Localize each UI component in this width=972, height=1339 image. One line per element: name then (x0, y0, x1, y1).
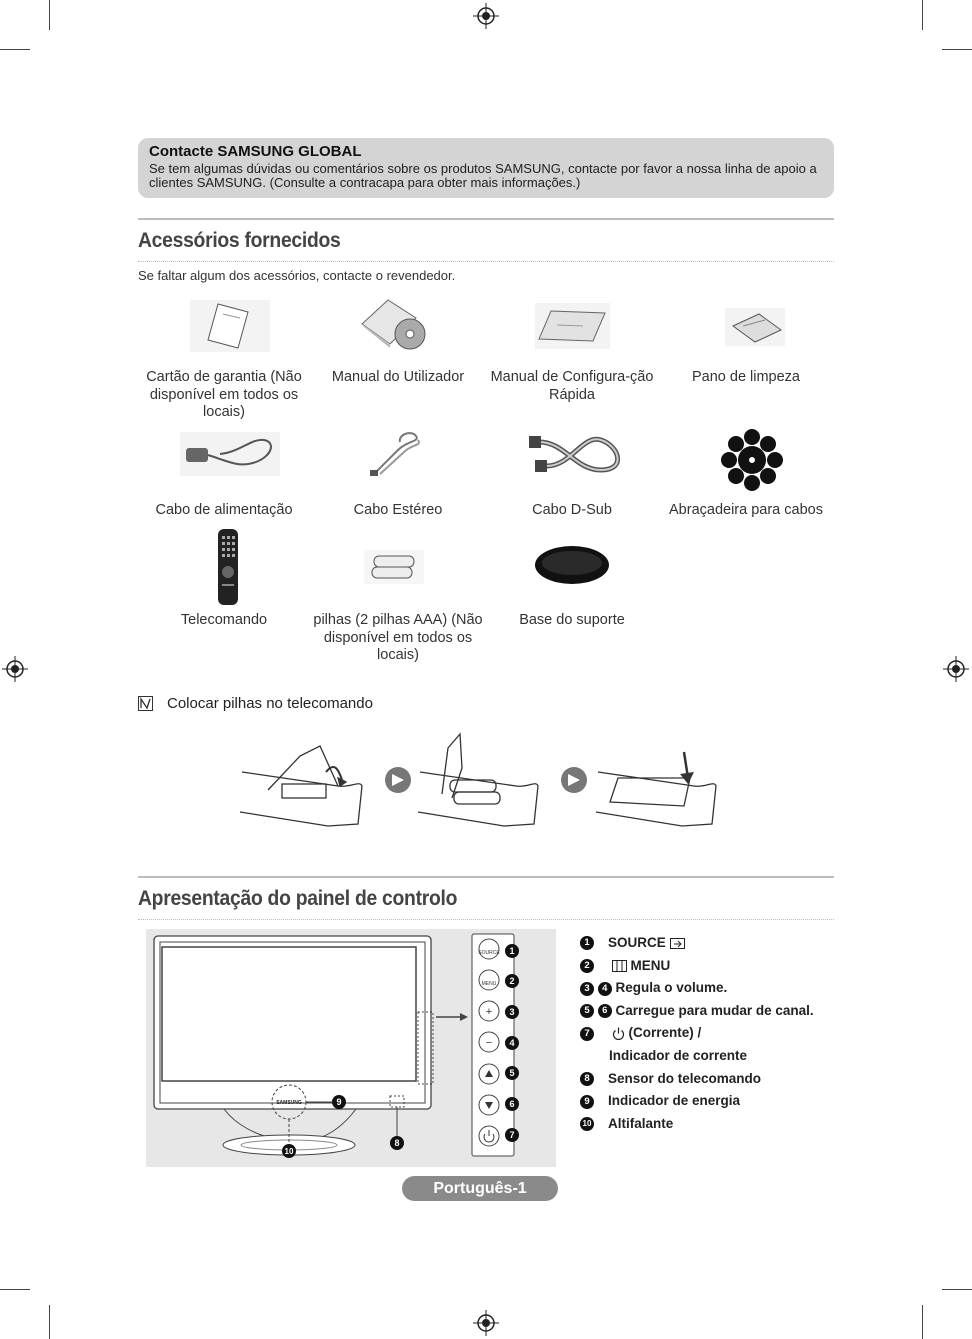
svg-text:8: 8 (394, 1138, 400, 1148)
contact-box (138, 138, 834, 198)
legend-item-power-indicator: Indicador de corrente (609, 1047, 748, 1063)
crop-mark (922, 1305, 923, 1339)
legend-item-channel: 5 6 Carregue para mudar de canal. (580, 1000, 840, 1023)
section-divider (138, 218, 834, 220)
contact-text: Se tem algumas dúvidas ou comentários sobre os produtos SAMSUNG, contacte por favor a nossa linha de apoio a clientes SAMSUNG. (Consulte a contracapa para obter mais informações.) (149, 161, 817, 190)
menu-button-label: MENU (481, 981, 497, 987)
crop-mark (922, 0, 923, 30)
contact-title: Contacte SAMSUNG GLOBAL (149, 143, 362, 160)
legend-item-volume: 3 4 Regula o volume. (580, 977, 840, 1000)
battery-insertion-diagram (238, 728, 718, 838)
dotted-divider (138, 919, 834, 920)
stereo-cable-icon (368, 430, 424, 478)
svg-text:−: − (485, 1037, 493, 1049)
dotted-divider (138, 261, 834, 262)
svg-text:7: 7 (509, 1130, 515, 1140)
legend-item-source: 1 SOURCE (580, 932, 840, 955)
control-panel-legend (580, 932, 840, 1135)
page-number-label: Português-1 (402, 1176, 558, 1201)
legend-item-speaker: 10 Altifalante (580, 1113, 840, 1136)
dsub-cable-icon (525, 430, 621, 478)
svg-text:2: 2 (509, 976, 515, 986)
svg-text:+: + (485, 1006, 493, 1018)
power-icon (612, 1027, 625, 1040)
cleaning-cloth-icon (725, 308, 785, 346)
svg-text:5: 5 (509, 1068, 515, 1078)
menu-icon (612, 960, 627, 972)
remote-control-icon (216, 528, 240, 606)
accessory-label: pilhas (2 pilhas AAA) (Não disponível em todos os locais) (313, 612, 483, 663)
registration-mark-icon (2, 656, 28, 682)
svg-text:10: 10 (284, 1147, 294, 1156)
svg-text:3: 3 (509, 1007, 515, 1017)
accessory-label: Base do suporte (519, 612, 625, 628)
brand-logo: SAMSUNG (276, 1100, 302, 1106)
legend-item-remote-sensor: 8 Sensor do telecomando (580, 1068, 840, 1091)
crop-mark (942, 1289, 972, 1290)
registration-mark-icon (473, 3, 499, 29)
source-button-label: SOURCE (478, 950, 500, 956)
control-panel-heading: Apresentação do painel de controlo (138, 887, 458, 910)
accessory-label: Cabo D-Sub (532, 502, 612, 518)
quick-setup-guide-icon (535, 303, 610, 349)
accessory-label: Manual de Configura-ção Rápida (490, 369, 654, 403)
crop-mark (0, 1289, 30, 1290)
power-cable-icon (180, 432, 280, 476)
user-manual-icon (358, 296, 430, 352)
accessories-heading: Acessórios fornecidos (138, 229, 341, 252)
legend-item-power-led: 9 Indicador de energia (580, 1090, 840, 1113)
svg-text:9: 9 (336, 1097, 342, 1107)
batteries-icon (364, 550, 424, 584)
note-icon (138, 696, 153, 711)
accessory-label: Manual do Utilizador (331, 369, 465, 385)
accessories-intro: Se faltar algum dos acessórios, contacte o revendedor. (138, 268, 456, 283)
accessory-label: Telecomando (180, 612, 268, 628)
source-icon (670, 938, 685, 949)
crop-mark (49, 0, 50, 30)
stand-base-icon (534, 545, 610, 585)
accessory-label: Cartão de garantia (Não disponível em todos os locais) (146, 369, 302, 420)
crop-mark (942, 49, 972, 50)
battery-note: Colocar pilhas no telecomando (167, 695, 373, 712)
svg-text:1: 1 (509, 946, 515, 956)
legend-item-menu: 2 MENU (580, 955, 840, 978)
accessory-label: Cabo Estéreo (353, 502, 443, 518)
accessory-label: Pano de limpeza (691, 369, 800, 385)
section-divider (138, 876, 834, 878)
cable-tie-icon (720, 428, 784, 492)
accessory-label: Abraçadeira para cabos (669, 502, 823, 518)
svg-text:6: 6 (509, 1099, 515, 1109)
monitor-front-diagram (146, 929, 556, 1167)
registration-mark-icon (473, 1310, 499, 1336)
crop-mark (49, 1305, 50, 1339)
legend-item-power: 7 (Corrente) / (580, 1022, 840, 1045)
svg-text:4: 4 (509, 1038, 515, 1048)
warranty-card-icon (190, 300, 270, 352)
crop-mark (0, 49, 30, 50)
accessory-label: Cabo de alimentação (155, 502, 293, 518)
registration-mark-icon (943, 656, 969, 682)
